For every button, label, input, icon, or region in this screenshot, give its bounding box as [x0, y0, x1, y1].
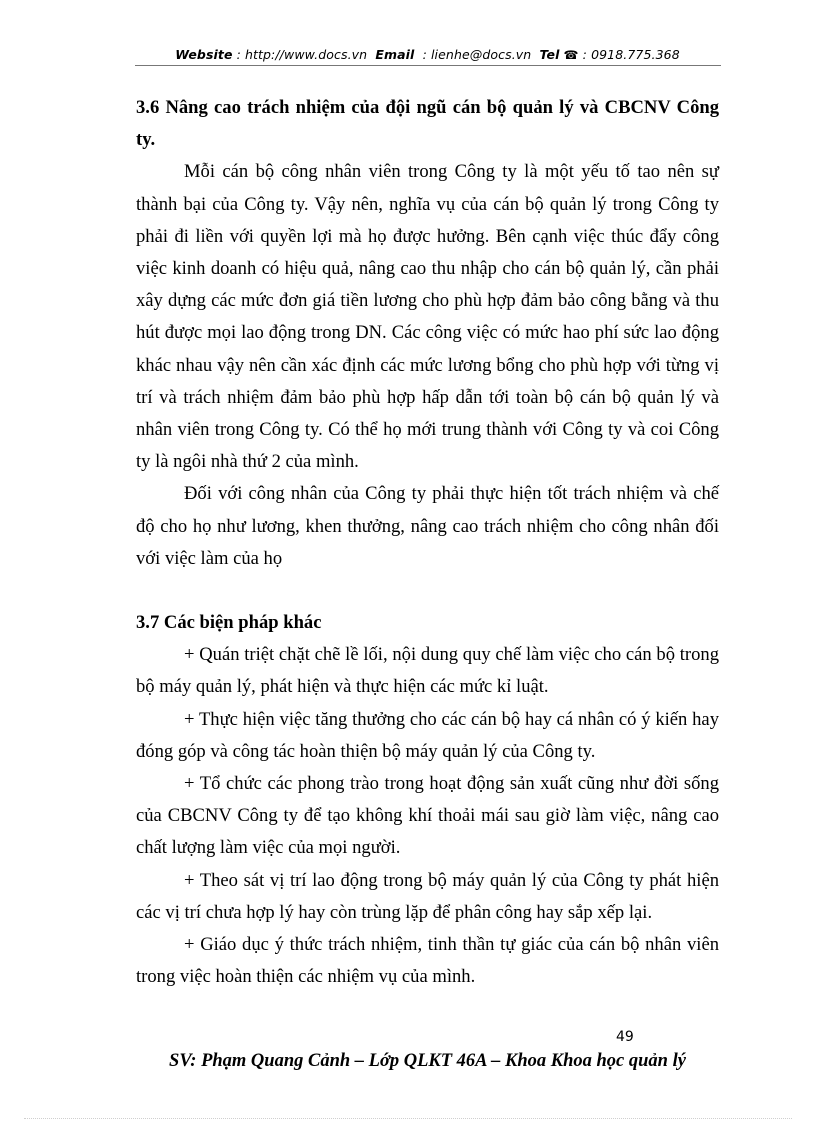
list-item: + Tổ chức các phong trào trong hoạt động sản xuất cũng như đời sống của CBCNV Công ty để tạo không khí thoải mái sau giờ làm việc, nâng cao chất lượng làm việc của mọi người. [136, 773, 719, 859]
list-item: + Thực hiện việc tăng thưởng cho các cán bộ hay cá nhân có ý kiến hay đóng góp và công tác hoàn thiện bộ máy quản lý của Công ty. [136, 708, 719, 762]
section-heading-3-7: 3.7 Các biện pháp khác [136, 612, 322, 634]
email-link[interactable]: lienhe@docs.vn [430, 47, 532, 62]
paragraph: Mỗi cán bộ công nhân viên trong Công ty là một yếu tố tao nên sự thành bại của Công ty. Vậy nên, nghĩa vụ của cán bộ quản lý trong Công ty phải đi liền với quyền lợi mà họ được hưởng. Bên cạnh việc thúc đẩy công việc kinh doanh có hiệu quả, nâng cao thu nhập cho cán bộ quản lý, cần phải xây dựng các mức đơn giá tiền lương cho phù hợp đảm bảo công bằng và thu hút được mọi lao động trong DN. Các công việc có mức hao phí sức lao động khác nhau vậy nên cần xác định các mức lương bổng cho phù hợp với từng vị trí và trách nhiệm đảm bảo phù hợp hấp dẫn tới toàn bộ cán bộ quản lý và nhân viên trong Công ty. Có thể họ mới trung thành với Công ty và coi Công ty là ngôi nhà thứ 2 của mình. [136, 161, 719, 473]
website-label: Website [175, 47, 233, 62]
header-divider [135, 65, 721, 66]
spacer [136, 575, 719, 607]
page-edge-divider [24, 1118, 792, 1119]
tel-value: 0918.775.368 [591, 47, 680, 62]
document-body [136, 92, 719, 993]
page-footer: SV: Phạm Quang Cảnh – Lớp QLKT 46A – Khoa Khoa học quản lý [169, 1051, 686, 1071]
list-item: + Giáo dục ý thức trách nhiệm, tinh thần tự giác của cán bộ nhân viên trong việc hoàn thiện các nhiệm vụ của mình. [136, 934, 719, 988]
page-number: 49 [616, 1029, 634, 1045]
phone-icon: ☎ [563, 48, 579, 62]
section-heading-3-6: 3.6 Nâng cao trách nhiệm của đội ngũ cán bộ quản lý và CBCNV Công ty. [136, 97, 719, 151]
list-item: + Theo sát vị trí lao động trong bộ máy quản lý của Công ty phát hiện các vị trí chưa hợp lý hay còn trùng lặp để phân công hay sắp xếp lại. [136, 869, 719, 923]
tel-label: Tel [539, 47, 560, 62]
website-link[interactable]: http://www.docs.vn [245, 47, 368, 62]
email-label: Email [375, 47, 415, 62]
paragraph: Đối với công nhân của Công ty phải thực hiện tốt trách nhiệm và chế độ cho họ như lương, khen thưởng, nâng cao trách nhiệm cho công nhân đối với việc làm của họ [136, 483, 719, 569]
list-item: + Quán triệt chặt chẽ lề lối, nội dung quy chế làm việc cho cán bộ trong bộ máy quản lý, phát hiện và thực hiện các mức kỉ luật. [136, 644, 719, 698]
page-header: Website : http://www.docs.vn Email : lienhe@docs.vn Tel ☎ : 0918.775.368 [175, 47, 680, 62]
